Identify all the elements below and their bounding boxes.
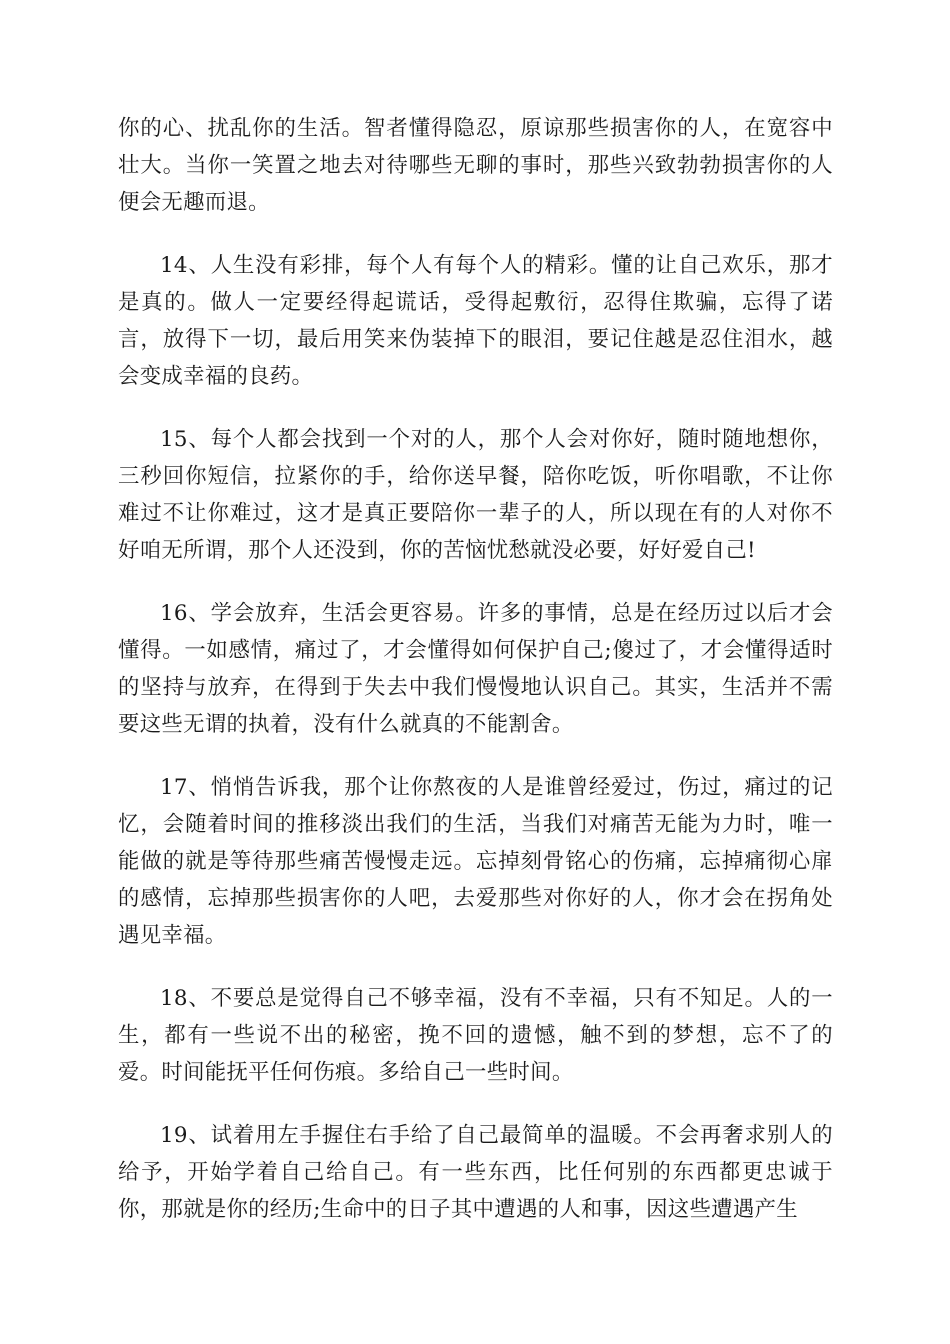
document-body — [118, 110, 833, 1228]
paragraph-continued: 你的心、扰乱你的生活。智者懂得隐忍，原谅那些损害你的人，在宽容中壮大。当你一笑置之地去对待哪些无聊的事时，那些兴致勃勃损害你的人便会无趣而退。 — [118, 116, 833, 215]
paragraph-18: 18、不要总是觉得自己不够幸福，没有不幸福，只有不知足。人的一生，都有一些说不出的秘密，挽不回的遗憾，触不到的梦想，忘不了的爱。时间能抚平任何伤痕。多给自己一些时间。 — [118, 986, 833, 1085]
paragraph-17: 17、悄悄告诉我，那个让你熬夜的人是谁曾经爱过，伤过，痛过的记忆，会随着时间的推移淡出我们的生活，当我们对痛苦无能为力时，唯一能做的就是等待那些痛苦慢慢走远。忘掉刻骨铭心的伤痛，忘掉痛彻心扉的感情，忘掉那些损害你的人吧，去爱那些对你好的人，你才会在拐角处遇见幸福。 — [118, 775, 833, 948]
paragraph-15: 15、每个人都会找到一个对的人，那个人会对你好，随时随地想你，三秒回你短信，拉紧你的手，给你送早餐，陪你吃饭，听你唱歌，不让你难过不让你难过，这才是真正要陪你一辈子的人，所以现在有的人对你不好咱无所谓，那个人还没到，你的苦恼忧愁就没必要，好好爱自己! — [118, 427, 833, 563]
paragraph-19: 19、试着用左手握住右手给了自己最简单的温暖。不会再奢求别人的给予，开始学着自己给自己。有一些东西，比任何别的东西都更忠诚于你，那就是你的经历;生命中的日子其中遭遇的人和事，因这些遭遇产生 — [118, 1123, 833, 1222]
paragraph-16: 16、学会放弃，生活会更容易。许多的事情，总是在经历过以后才会懂得。一如感情，痛过了，才会懂得如何保护自己;傻过了，才会懂得适时的坚持与放弃，在得到于失去中我们慢慢地认识自己。其实，生活并不需要这些无谓的执着，没有什么就真的不能割舍。 — [118, 601, 833, 737]
paragraph-14: 14、人生没有彩排，每个人有每个人的精彩。懂的让自己欢乐，那才是真的。做人一定要经得起谎话，受得起敷衍，忍得住欺骗，忘得了诺言，放得下一切，最后用笑来伪装掉下的眼泪，要记住越是忍住泪水，越会变成幸福的良药。 — [118, 253, 833, 389]
